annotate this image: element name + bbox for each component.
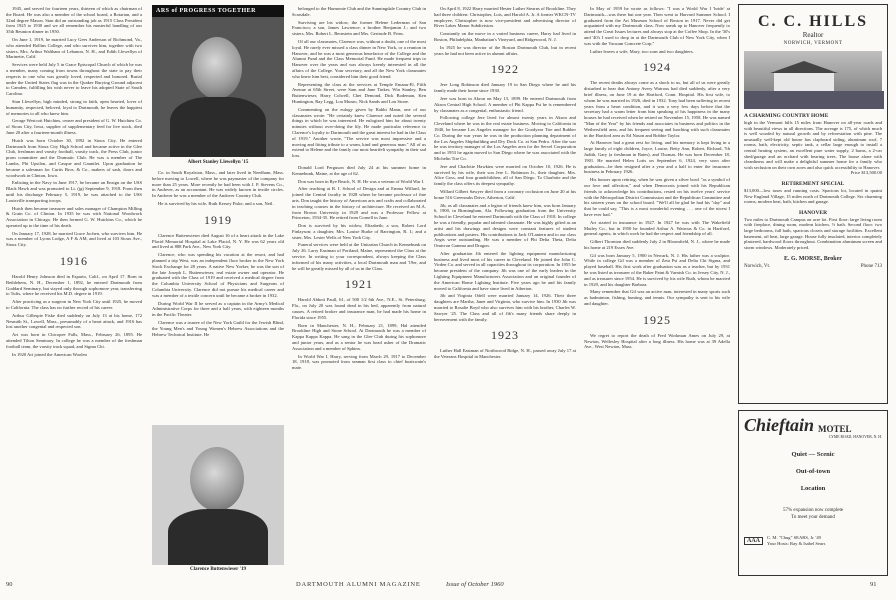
portrait-photo-llewellyn [152, 17, 284, 157]
obituary-paragraph: 1945, and served for fourteen years, thirteen of which as chairman of the Board. He was also a member of the school board, a Rotarian, and a 32nd degree Mason. Stan did an outstanding job as 1915 Class President from 1925 to 1930 and we all remember his masterful handling of our 35th Reunion dinner in 1950. [6, 6, 142, 35]
listing-headline: A CHARMING COUNTRY HOME [744, 113, 829, 119]
magazine-title: DARTMOUTH ALUMNI MAGAZINE [296, 581, 421, 588]
class-year-heading: 1924 [643, 60, 671, 75]
class-year-heading: 1916 [60, 254, 88, 269]
class-year-heading: 1921 [345, 277, 373, 292]
column-3 [292, 6, 426, 576]
obituary-paragraph: Services were held July 5 in Grace Episcopal Church of which he was a member, many coming from towns throughout the state to pay their respects to one who was greatly loved, respected and honored. Burial under the United States flag was in the Quaker Burying Ground adjacent to Camden, fulfilling his wish never to leave his adopted State of South Carolina. [6, 62, 142, 97]
agent-location: Norwich, Vt. [744, 264, 771, 270]
column-2 [152, 170, 284, 420]
obituary-paragraph: In World War I, Harry, serving from March 29, 1917 to December 18, 1918, was promoted from seaman first class to chief boatswain's mate. [292, 353, 426, 371]
obituary-paragraph: belonged to the Harmonie Club and the Sunningdale Country Club in Scarsdale. [292, 6, 426, 17]
photo-caption-llewellyn: Albert Stanley Llewellyn '15 [187, 160, 249, 165]
hills-realtor-ad [738, 4, 888, 404]
obituary-paragraph: Representing the class at the services at Temple Emanu-El, Fifth Avenue at 65th Street, were Sam and Jane Tinker, Win Stanley, Ben Buttenwieser, Harry Colwell, Chet Demond, Dick Bodeman, Ken Huntington, Ray Legg, Lou Munro, Nick Sands and Lou Stone. [292, 81, 426, 104]
obituary-paragraph: Hutch was born October 30, 1892 in Sioux City. He entered Dartmouth from Sioux City High School and became active in the Glee Club, freshman and varsity football, varsity track, the Press Club, junior prom committee and the Dramatic Club. He was a member of The Lambs, Phi Upsilon, and Casque and Gauntlet. Upon graduation he became a salesman for Curtis Bros. & Co., makers of sash, doors and woodwork in Clinton, Iowa. [6, 137, 142, 178]
motel-hosts: Your Hosts: Ray & Isabel Sears [767, 541, 826, 546]
progress-banner: ARS of PROGRESS TOGETHER [152, 5, 284, 17]
obituary-paragraph: Jib and Virginia Odell were married January 14, 1926. Their three daughters are Martha, Janet and Virginia, who survive him. In 1930 Jib was married to Rosalie Boyd who also survives him with his brother, Charles W. Sawyer '25. The Class and all of Jib's many friends share deeply in bereavement with the family. [434, 293, 576, 322]
obituary-paragraph: Co. in South Royalston, Mass., and later lived in Needham, Mass. before moving to Lowell, where he was paymaster of the company for more than 25 years. More recently he had been with J. P. Stevens Co., in Andover, as an accountant. He was widely known in textile circles. In Andover he was a member of the Andover Country Club. [152, 170, 284, 199]
column-5 [584, 6, 730, 576]
obituary-paragraph: Art started in insurance in 1927. In 1927 he was with The Wakefield Mutley Co., but in 1950 he founded Arthur A. Watrous & Co. in Hartford, general agents, in which work he had the respect and friendship of all. [584, 219, 730, 237]
obituary-paragraph: Jere was born in Akron on May 13, 1899. He entered Dartmouth from Akron Central High School. A member of Phi Kappa Psi he is remembered by classmates as a congenial, enthusiastic friend. [434, 95, 576, 113]
obituary-paragraph: Clarence was a trustee of the New York Guild for the Jewish Blind, the Young Men's and Young Women's Hebrew Associations and the Hebrew Technical Institute. He [152, 319, 284, 337]
right-page-number: 91 [870, 581, 877, 588]
aaa-badge: AAA [744, 537, 763, 545]
obituary-paragraph: Jere and Charlotte Hawkins were married on October 10, 1926. He is survived by his wife, their son Jere L. Robinson Jr., their daughter, Mrs. Alice Goss, and four grandchildren, all of San Diego. To Charlotte and the family the class offers its deepest sympathy. [434, 163, 576, 187]
obituary-paragraph: Commenting on the eulogy given by Rabbi Mann, one of our classmates wrote: "He certainly knew Clarence and noted the several things in which he was interested. He eulogized him for about twenty minutes without over-doing the lily. He made particular reference to Clarence's loyalty to Dartmouth and the great interest he had in the Class of 1919." Another wrote, "The service was most impressive and a moving and fitting tribute to a warm, kind and generous man." All of us extend to Helene and the family our most heartfelt sympathy in their sad loss. [292, 106, 426, 159]
obituary-paragraph: Funeral services were held at the Unitarian Church in Kennebunk on July 26. Larry Eastman of Portland, Maine, represented the Class at the service. In writing to your correspondent, always keeping the Class informed of his many activities, a local Dartmouth man and '19er, and he will be greatly missed by all of us in the Class. [292, 242, 426, 271]
column-1 [6, 6, 142, 576]
class-year-heading: 1922 [491, 62, 519, 77]
obituary-paragraph: At Hanover had a great zest for living, and his memory is kept living in a large family of eight children, Joyce, Louise, Betty Ann, Robert, Richard, 7th Judith, Gary (a freshman in Bates), and Thomas. He was born December 18, 1901. He married Helen Lotts on September 6, 1924, very soon after graduation—he then resigned after a year and a half to enter the insurance business in February 1926. [584, 140, 730, 175]
obituary-paragraph: In 1925 he was director of the Boston Dartmouth Club, but in recent years he had not been active in alumni affairs. [434, 44, 576, 56]
obituary-paragraph: Hutch then became treasurer and sales manager of Champion Milling & Grain Co. of Clinton. In 1935 he was with National Woodwork Association in Chicago. He then formed G. W. Hutchins Co., which he operated up to the time of his death. [6, 205, 142, 228]
obituary-paragraph: Harold Abbott Paull, 61, of 500 1/2 6th Ave., N.E., St. Petersburg, Fla., on July 20 was found dead in his bed, apparently from natural causes. A retired broker and insurance man, he had made his home in Florida since 1955. [292, 297, 426, 320]
obituary-paragraph: Gil was born January 5, 1900 in Newark, N. J. His father was a sculptor. While in college Gil was a member of Zeta Psi and Delta Chi Sigma, and played baseball. His first work after graduation was as a teacher, but by 1931 he was listed as treasurer of the Baker Paint & Varnish Co. in Jersey City, N. J., and as treasurer since 1954. He is survived by his wife Ruth, whom he married in 1929, and his daughter Barbara. [584, 252, 730, 287]
motel-tagline-3: Location [800, 485, 826, 492]
obituary-paragraph: He is survived by his wife, Ruth Kersey Fiske, and a son, Neil. [158, 200, 274, 206]
obituary-paragraph: In May of 1959 he wrote as follows: "I was a World War I 'bride' at Dartmouth—was there but one year. Then went to Harvard Summer School. I graduated from the Art Museum School of Boston in 1917. Never did get acquainted with my Dartmouth class. Now sneak up to Hanover frequently to attend the Great Issues lectures and always stop at the Coffee Shop. In the '30's and '40's I used to drop in at the Dartmouth Club of New York City, when I was with the Vacuum Concrete Corp." [584, 6, 730, 46]
obituary-paragraph: Of all our classmates, Clarence was, without a doubt, one of the most loyal. He rarely ever missed a class dinner in New York, or a reunion in Hanover, and he was a most generous benefactor of the College and the Alumni Fund and the Class Memorial Fund. He made frequent trips to Hanover over the years and was always keenly interested in all the affairs of the College. Your secretary, and all the New York classmates who knew him best, considered him their good friend. [292, 38, 426, 79]
obituary-paragraph: Donald Lord Ferguson died July 24 at his summer home in Kennebunk, Maine, at the age of 62. [292, 164, 426, 176]
obituary-paragraph: The recent deaths always come as a shock to us, but all of us were greatly disturbed to hear that Antony Avery Watrous had died suddenly, after a very brief illness, on June 19 at the Hartford, Conn. Hospital. His first wife, to whom he was married in 1926, died in 1932. Tony had been suffering in recent years from a heart condition, and it was a very few days before that the secretary had a warm letter from him speaking of his happiness in the many houses he had received when he retired on November 15, 1958. He was named "Man of the Year" by his friends and associates in business and politics in the Wethersfield area, and his frequent seeing and lunching with such classmates in the Hartford area as Ed Nason and Bobbie Taylor. [584, 80, 730, 138]
obituary-paragraph: On June 1, 1919, he married Lucy Gees Anderson of Richmond, Va., who attended Hollins College, and who survives him, together with two sisters, Mrs. Arthur Waltham of Lebanon, N. H., and Edith Llewellyn of Marinette, Calif. [6, 36, 142, 60]
obituary-paragraph: Don is survived by his widow, Elizabeth; a son, Robert Lord Finlayson; a daughter, Mrs. Louise Burke of Barrington, R. I.; and a sister, Mrs. Lester Wells of New York City. [292, 223, 426, 240]
hanover-body: Two miles to Dartmouth Campus on acre lot. First floor: large living room with fireplace, dining room, modern kitchen, ½ bath. Second floor: two large bedrooms, full bath, spacious closets and storage facilities. Excellent basement, oil heat, large garage. House fully insulated, interior completely plastered, hardwood floors throughout. Combination aluminum screen and storm windows. Moderately priced. [744, 216, 882, 250]
class-year-heading: 1923 [491, 328, 519, 343]
realtor-name: C. C. HILLS [757, 13, 869, 30]
retirement-body: $13,000—low taxes and running costs. Spacious lot, located in quaint New England Village, 15 miles north of Dartmouth College. Six charming rooms, modern heat, bath, kitchen and garage. [744, 187, 882, 205]
portrait-photo-buttenwieser [152, 425, 284, 565]
class-year-heading: 1925 [643, 312, 671, 327]
obituary-paragraph: Constantly on the move in a varied business career, Harry had lived in Boston, Philadelphia, Manhattan's Vineyard, and Ridgewood, N. J. [434, 31, 576, 42]
obituary-paragraph: In 1920 Art joined the American Woolen [12, 351, 87, 357]
agent-phone: Phone 713 [860, 264, 882, 270]
obituary-paragraph: Jib, as all classmates and a legion of friends knew him, was born January 6, 1900, in Birmingham, Ala. Following graduation from the University School in Cleveland he entered Dartmouth with the Class of 1918. In college he was a friendly, popular and talented classmate. He was highly gifted as an artist and his drawings and designs were constant features of student publications and posters. His contributions to Jack O'Lantern and to our class Aegis were outstanding. He was a member of Phi Delta Theta, Delta Omicron Gamma and Dragon. [434, 202, 576, 249]
house-photo [744, 51, 882, 109]
motel-promo-2: To meet your demand [791, 515, 835, 520]
obituary-paragraph: Art was born in Chicopee Falls, Mass., February 26, 1895. He attended Tilton Seminary. In college he was a member of the freshman football team, the varsity track squad, and Sigma Chi. [6, 332, 142, 349]
obituary-paragraph: On April 8, 1922 Harry married Hester Luther Stearns of Brookline. They had three children: Christopher, Lois, and Harold A. Jr. A former WKCN-TV employee, Christopher is now vice-president and advertising director of River Lakes Manor Subdivision. [434, 6, 576, 29]
motel-contact: C. M. "Chug" SEARS, Jr. '49 [767, 535, 821, 540]
obituary-paragraph: Willard Gilbert Sawyer died from a coronary occlusion on June 20 at his home 516 Greenoaks Drive, Atherton, Calif. [434, 188, 576, 200]
obituary-paragraph: Clarence, who was spending his vacation at the resort, and had planned a trip West, was an independent floor broker in the New York Stock Exchange for 28 years. A native New Yorker, he was the son of the late Joseph L. Buttenwieser, real estate owner and operator. He graduated with the Class of 1919 and received a medical degree from the Columbia University School of Physicians and Surgeons of Columbia University. Clarence did not pursue his medical career and was a member of a textile concern until he became a broker in 1932. [152, 252, 284, 298]
obituary-paragraph: After teaching at R. I. School of Design and at Emma Willard, he joined the Central faculty in 1928 where he became professor of fine arts. Don taught the history of American arts and crafts and collaborated in teaching courses in the history of architecture. He received an M.A. from Brown University in 1929 and was a Professor Fellow at Princeton, 1934-35. He retired from Cornell in June. [292, 186, 426, 221]
agent-name: E. G. MORSE, Broker [784, 256, 842, 263]
obituary-paragraph: During World War II he served as a captain in the Army's Medical Administrative Corps for three and a half years, with eighteen months in the Pacific Theater. [152, 300, 284, 318]
class-year-heading: 1919 [204, 212, 232, 227]
obituary-paragraph: Luther Hall Eastman of Northwood Ridge, N. H., passed away July 17 at the Veterans Hospital in Manchester. [434, 348, 576, 360]
obituary-paragraph: Born in Manchester, N. H., February 21, 1899, Hal attended Brookline High and Stone School. At Dartmouth he was a member of Kappa Kappa Kappa. He sang in the Glee Club during his sophomore and junior years, and as a senior he was head usher of the Dramatic Association and a member of Sphinx. [292, 322, 426, 351]
listing-price: Price $13,500.00 [850, 170, 882, 176]
advertisements-column [738, 4, 888, 576]
obituary-paragraph: Stan Llewellyn, high minded, strong in faith, open hearted, lover of humanity, respected, beloved, loyal to Dartmouth, he leaves the happiest of memories to all who knew him. [6, 98, 142, 116]
obituary-paragraph: After practicing as a surgeon in New York City until 1925, he moved to California. The class has no further record of his career. [6, 299, 142, 311]
retirement-headline: RETIREMENT SPECIAL [781, 180, 845, 187]
motel-address: LYME ROAD, HANOVER, N. H. [829, 435, 882, 439]
obituary-paragraph: On January 17, 1928, he married Grace Jochen, who survives him. He was a member of Lyons Lodge, A F & AM, and lived at 103 Sioux Ave., Sioux City. [6, 230, 142, 248]
issue-date: Issue of October 1960 [446, 581, 504, 588]
obituary-paragraph: Gilbert Thornton died suddenly July 2 in Bloomfield, N. J., where he made his home at 219 Essex Ave. [584, 239, 730, 250]
motel-promo-1: 57% expansion now complete [782, 508, 844, 513]
motel-tagline-2: Out-of-town [795, 468, 831, 475]
obituary-paragraph: Many remember that Gil was an active man, interested in many sports such as badminton, fishing, hunting, and tennis. Our sympathy is sent to his wife and daughter. [584, 289, 730, 307]
obituary-paragraph: Following college Jere lived for almost twenty years in Akron and Cleveland where he was in the real estate business. Moving to California in 1940, he became Los Angeles manager for the Goodyear Tire and Rubber Co. During the war years he was in the production planning department of the Los Angeles Shipbuilding and Dry Dock Co. at San Pedro. After the war he was territory manager of the Los Angeles area for the Servel Corporation and in 1953 he again moved to San Diego where he was associated with the Michelin Tire Co. [434, 115, 576, 161]
obituary-paragraph: Harold Henry Johnson died in Esparto, Calif., on April 17. Born in Bethlehem, N. H., December 1, 1892, he entered Dartmouth from Goddard Seminary, but stayed only through sophomore year, transferring to Tufts, where he received his M.D. degree in 1919. [6, 274, 142, 297]
obituary-paragraph: After graduation Jib entered the lighting equipment manufacturing business and lived most of his career in Cleveland. He joined the John C. Virden Co. and served in all capacities throughout its corporation. In 1955 he became president of the company. Jib was one of the early leaders in the Lighting Equipment Manufacturers Association and an original founder of the American Home Lighting Institute. Five years ago he and his family moved to California and have since lived in Atherton. [434, 250, 576, 291]
obituary-paragraph: Surviving are his widow, the former Helene Lederman of San Francisco; a son, James Lawrence; a brother Benjamin J.; and two sisters, Mrs. Robert L. Bernstein and Mrs. Gertrude B. Prins. [292, 19, 426, 37]
obituary-paragraph: Don was born in Rye Beach, N. H. He was a veteran of World War I. [298, 178, 425, 184]
obituary-paragraph: George Westcott Hutchins, owner and president of G. W. Hutchins Co. of Sioux City, Iowa, supplier of supplementary feed for live stock, died June 20 after a fourteen-month illness. [6, 118, 142, 135]
obituary-paragraph: Jere Long Robinson died January 19 in San Diego where he and his family made their home since 1930. [434, 82, 576, 94]
obituary-paragraph: Luther leaves a wife, Mary, two sons and two daughters. [590, 48, 694, 54]
photo-caption-buttenwieser: Clarence Buttenwieser '19 [190, 567, 246, 572]
chieftain-motel-ad [738, 410, 888, 576]
motel-name: Chieftain [744, 415, 815, 435]
realtor-place: NORWICH, VERMONT [783, 41, 843, 46]
motel-suffix: MOTEL [818, 424, 852, 434]
realtor-role: Realtor [802, 31, 824, 39]
obituary-paragraph: We regret to report the death of Fred Workman Ames on July 29, at Newton, Wellesley Hospital after a long illness. His home was at 39 Adella Ave., West Newton, Mass. [584, 332, 730, 350]
column-4 [434, 6, 576, 576]
hanover-headline: HANOVER [798, 209, 828, 216]
obituary-paragraph: Enlisting in the Navy in June 1917, he became an Ensign on the USS Black Hawk and was promoted to Lt. (jg) September 9, 1918. From then until his discharge February 5, 1919, he was attached to the USS Louisville transporting troops. [6, 180, 142, 203]
motel-tagline-1: Quiet — Scenic [791, 451, 835, 458]
listing-body: high in the Vermont hills 15 miles from Hanover on all-year roads and with beautiful views in all directions. The acreage is 175, of which much is well wooded by natural growth and by reforestation with pine. The unusually well-kept old house has clapboard siding, aluminum roof, 7 rooms, bath, electricity, septic tank, a cellar large enough to install a central heating system, an excellent pure water supply, 2 barns, a 2-car shed/garage and an orchard with bearing trees. The house alone with cleanliness and will make a delightful summer home for a family who wish seclusion on their own acres and also quick accessibility to Hanover. [744, 120, 882, 170]
left-page-number: 90 [6, 581, 13, 588]
obituary-paragraph: Arthur Gillespie Fiske died suddenly on July 13 at his home, 172 Nesmith St., Lowell, Mass., presumably of a heart attack, and 1916 has lost another congenial and respected son. [6, 312, 142, 330]
obituary-paragraph: Clarence Buttenwieser died August 16 of a heart attack in the Lake Placid Memorial Hospital at Lake Placid, N. Y. He was 62 years old and lived at 888 Park Ave., New York City. [152, 232, 284, 250]
obituary-paragraph: His honors upon retiring, when he was given a silver bowl "as a symbol of our love and affection," and when Democrats joined with his Republican friends to acknowledge his contributions, rested on his twelve years' service with the Metropolitan District Commission and the Republican Committee and his sixteen years on the school board. "We'll all be glad he had his "day" and that he could say, "This is a most wonderful evening . . . one of the nicest I have ever had." [584, 177, 730, 217]
